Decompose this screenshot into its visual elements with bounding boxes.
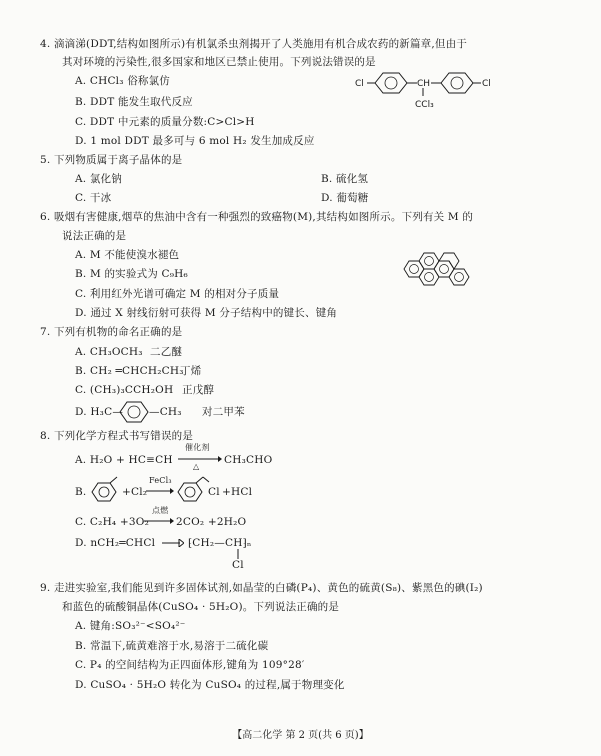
q8-d-bond bbox=[236, 549, 240, 559]
q7-option-b-name: 丁烯 bbox=[180, 365, 202, 377]
q5-option-d: D. 葡萄糖 bbox=[321, 192, 369, 204]
q7-d-benzene-ring bbox=[118, 400, 150, 424]
q4-stem-line2: 其对环境的污染性,很多国家和地区已禁止使用。下列说法错误的是 bbox=[62, 56, 376, 68]
q6-stem-line1: 6. 吸烟有害健康,烟草的焦油中含有一种强烈的致癌物(M),其结构如图所示。下列有关 M 的 bbox=[40, 211, 474, 223]
q9-option-b: B. 常温下,硫黄难溶于水,易溶于二硫化碳 bbox=[75, 640, 269, 652]
q7-option-d-name: 对二甲苯 bbox=[202, 406, 245, 418]
q8-a-heat: △ bbox=[193, 462, 200, 471]
page-footer: 【高二化学 第 2 页(共 6 页)】 bbox=[232, 730, 369, 741]
q8-option-c-left: C. C₂H₄ +3O₂ bbox=[75, 516, 149, 528]
q9-stem-line1: 9. 走进实验室,我们能见到许多固体试剂,如晶莹的白磷(P₄)、黄色的硫黄(S₈)、紫黑色的碘(I₂) bbox=[40, 582, 483, 594]
q8-stem: 8. 下列化学方程式书写错误的是 bbox=[40, 430, 194, 442]
q8-b-arrow bbox=[146, 488, 174, 494]
q8-option-a-right: CH₃CHO bbox=[224, 454, 273, 466]
q9-option-c: C. P₄ 的空间结构为正四面体形,键角为 109°28′ bbox=[75, 659, 305, 671]
q5-option-a: A. 氯化钠 bbox=[75, 173, 122, 185]
q8-option-d-cl: Cl bbox=[232, 559, 244, 571]
q8-c-condition: 点燃 bbox=[152, 506, 169, 515]
q7-option-b-formula: B. CH₂ ═CHCH₂CH₃ bbox=[75, 365, 184, 377]
q6-option-d: D. 通过 X 射线衍射可获得 M 分子结构中的键长、键角 bbox=[75, 307, 338, 319]
q6-stem-line2: 说法正确的是 bbox=[62, 230, 127, 242]
q8-option-b-plus: +Cl₂ bbox=[122, 486, 148, 498]
q8-b-toluene bbox=[90, 476, 124, 504]
q9-stem-line2: 和蓝色的硫酸铜晶体(CuSO₄ · 5H₂O)。下列说法正确的是 bbox=[62, 601, 340, 613]
q6-option-c: C. 利用红外光谱可确定 M 的相对分子质量 bbox=[75, 288, 280, 300]
q7-option-d-right: —CH₃ bbox=[149, 406, 182, 418]
q8-a-arrow bbox=[178, 456, 222, 462]
q4-stem-line1: 4. 滴滴涕(DDT,结构如图所示)有机氯杀虫剂揭开了人类施用有机合成农药的新篇章,但由于 bbox=[40, 38, 468, 50]
q8-option-d-right: ⁅CH₂—CH⁆ₙ bbox=[188, 537, 252, 549]
ddt-ch-label: CH bbox=[417, 79, 431, 89]
q8-b-cl-substituent: Cl bbox=[208, 486, 220, 498]
q5-stem: 5. 下列物质属于离子晶体的是 bbox=[40, 154, 183, 166]
q8-option-d-left: D. nCH₂═CHCl bbox=[75, 537, 156, 549]
q8-option-b-label: B. bbox=[75, 486, 87, 498]
ddt-cl-left: Cl bbox=[355, 79, 364, 89]
q4-option-d: D. 1 mol DDT 最多可与 6 mol H₂ 发生加成反应 bbox=[75, 135, 315, 147]
q8-d-arrow bbox=[162, 539, 184, 547]
ddt-structure-figure bbox=[355, 66, 575, 110]
q8-c-arrow bbox=[144, 518, 174, 524]
q4-option-c: C. DDT 中元素的质量分数:C>Cl>H bbox=[75, 116, 255, 128]
q8-a-catalyst: 催化剂 bbox=[185, 443, 210, 452]
q8-option-b-right: +HCl bbox=[222, 486, 253, 498]
q8-option-c-right: 2CO₂ +2H₂O bbox=[176, 516, 247, 528]
q4-option-b: B. DDT 能发生取代反应 bbox=[75, 96, 193, 108]
m-structure-figure bbox=[398, 243, 470, 293]
q4-option-a: A. CHCl₃ 俗称氯仿 bbox=[75, 75, 170, 87]
q7-option-a-formula: A. CH₃OCH₃ bbox=[75, 346, 143, 358]
q7-option-c-formula: C. (CH₃)₃CCH₂OH bbox=[75, 384, 174, 396]
q7-option-c-name: 正戊醇 bbox=[182, 384, 215, 396]
q7-option-d-left: D. H₃C— bbox=[75, 406, 124, 418]
q6-option-b: B. M 的实验式为 C₉H₆ bbox=[75, 268, 188, 280]
ddt-ccl3-label: CCl₃ bbox=[415, 100, 434, 110]
ddt-cl-right: Cl bbox=[482, 79, 491, 89]
q8-option-a-left: A. H₂O + HC≡CH bbox=[75, 454, 173, 466]
q5-option-c: C. 干冰 bbox=[75, 192, 112, 204]
q7-stem: 7. 下列有机物的命名正确的是 bbox=[40, 326, 183, 338]
q5-option-b: B. 硫化氢 bbox=[321, 173, 369, 185]
q9-option-a: A. 键角:SO₃²⁻<SO₄²⁻ bbox=[75, 620, 186, 632]
q8-b-catalyst: FeCl₃ bbox=[149, 476, 172, 485]
q9-option-d: D. CuSO₄ · 5H₂O 转化为 CuSO₄ 的过程,属于物理变化 bbox=[75, 679, 345, 691]
q6-option-a: A. M 不能使溴水褪色 bbox=[75, 249, 180, 261]
q7-option-a-name: 二乙醚 bbox=[150, 346, 183, 358]
